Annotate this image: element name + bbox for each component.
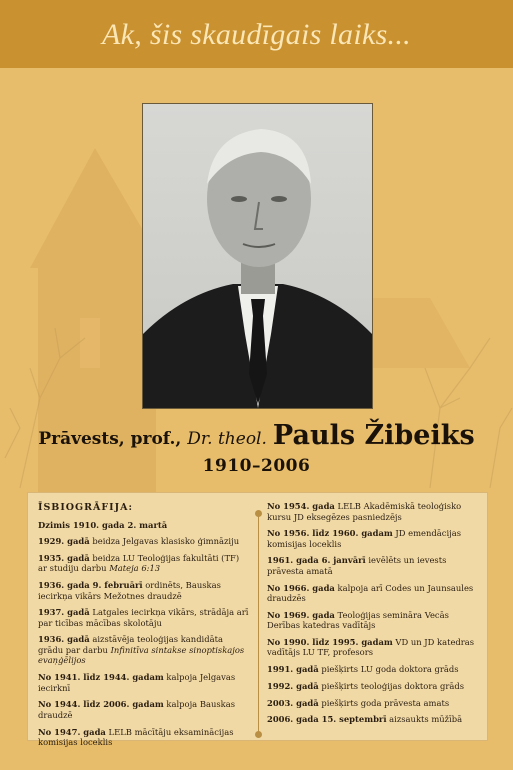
title-prefix — [38, 429, 267, 449]
bio-entry-text: beidza Jelgavas klasisko ģimnāziju — [89, 536, 240, 547]
divider-dot-top — [255, 510, 262, 517]
bio-entry — [267, 555, 479, 576]
life-years: 1910–2006 — [202, 456, 311, 476]
bio-entry — [38, 536, 250, 547]
bio-entry-date: 1936. gadā — [38, 634, 90, 645]
bio-entry — [267, 637, 479, 658]
bio-entry-date: No 1969. gada — [267, 609, 335, 620]
bio-entry-text: aizsaukts mūžībā — [386, 714, 463, 725]
bio-entry-text: kalpoja arī Codes un Jaunsaules draudzēs — [267, 582, 474, 604]
bio-entry-date: 2003. gadā — [267, 697, 319, 708]
bio-entry-date: 1937. gadā — [38, 607, 90, 618]
bio-entry — [267, 528, 479, 549]
bio-entry — [38, 580, 250, 601]
biography-left-column — [38, 503, 250, 754]
bio-entry — [267, 698, 479, 709]
bio-entry-date: 1936. gada 9. februārī — [38, 580, 143, 591]
bio-entry — [267, 501, 479, 522]
bio-entry — [38, 553, 250, 574]
bio-entry-text: piešķirts teoloģijas doktora grāds — [318, 680, 464, 691]
bio-entry — [267, 610, 479, 631]
bio-entry-date: No 1990. līdz 1995. gadam — [267, 636, 393, 647]
bio-entry-date: 1935. gadā — [38, 552, 90, 563]
bio-entry — [267, 583, 479, 604]
bio-entry — [38, 520, 250, 531]
bio-entry-text: VD un JD katedras vadītājs LU TF, profesors — [267, 636, 475, 658]
bio-entry-text: JD emendācijas komisijas loceklis — [267, 528, 462, 549]
column-divider — [258, 513, 259, 733]
bio-entry-date: Dzimis 1910. gada 2. martā — [38, 519, 168, 530]
bio-entry — [267, 664, 479, 675]
biography-panel — [27, 492, 488, 747]
bio-entry-work-title: Mateja 6:13 — [109, 563, 161, 574]
bio-entry-text: LELB mācītāju eksaminācijas komisijas loceklis — [38, 726, 234, 747]
bio-entry-date: No 1956. līdz 1960. gadam — [267, 528, 393, 539]
title-theol: Dr. theol. — [187, 429, 267, 449]
biography-heading: ĪSBIOGRĀFIJA: — [38, 502, 133, 513]
right-entry-list — [267, 501, 479, 725]
bio-entry-work-title: Infinitīva sintakse sinoptiskajos evaņģēlijos — [38, 644, 245, 666]
portrait-figure — [143, 104, 372, 408]
bio-entry-date: 1961. gada 6. janvārī — [267, 555, 366, 566]
bio-entry-text: Teoloģijas semināra Vecās Derības katedras vadītājs — [267, 609, 449, 631]
bio-entry-text: kalpoja Bauskas draudzē — [38, 699, 236, 720]
bio-entry-text: LELB Akadēmiskā teoloģisko kursu JD eksegēzes pasniedzējs — [267, 501, 462, 522]
name-title-line — [0, 420, 513, 451]
bio-entry-text: aizstāvēja teoloģijas kandidāta grādu par darbu — [38, 634, 223, 655]
bio-entry-date: No 1944. līdz 2006. gadam — [38, 699, 164, 710]
bio-entry-date: 2006. gada 15. septembrī — [267, 714, 387, 725]
person-name: Pauls Žibeiks — [272, 420, 475, 451]
left-entry-list — [38, 520, 250, 748]
bio-entry-date: No 1954. gada — [267, 501, 335, 511]
bio-entry — [38, 607, 250, 628]
bio-entry-date: 1991. gadā — [267, 664, 319, 675]
bio-entry — [38, 699, 250, 720]
bio-entry-date: 1992. gadā — [267, 680, 319, 691]
biography-right-column — [267, 501, 479, 731]
bio-entry-date: No 1941. līdz 1944. gadam — [38, 672, 164, 683]
divider-dot-bottom — [255, 731, 262, 738]
bio-entry-date: No 1966. gada — [267, 582, 335, 593]
bio-entry — [267, 714, 479, 725]
bio-entry — [38, 634, 250, 666]
bio-entry — [38, 727, 250, 748]
headline: Ak, šis skaudīgais laiks... — [102, 18, 411, 51]
portrait-photo — [142, 103, 373, 409]
bio-entry — [38, 672, 250, 693]
bio-entry-date: No 1947. gada — [38, 726, 106, 737]
bio-entry-text: ordinēts, Bauskas iecirkņa vikārs Mežotnes draudzē — [38, 580, 221, 601]
bio-entry-text: piešķirts LU goda doktora grāds — [318, 664, 459, 675]
bio-entry — [267, 681, 479, 692]
bio-entry-text: kalpoja Jelgavas iecirknī — [38, 672, 236, 693]
bio-entry-date: 1929. gadā — [38, 536, 90, 547]
title-prefix-text: Prāvests, prof., — [38, 429, 188, 449]
bio-entry-text: ievēlēts un ievests prāvesta amatā — [267, 555, 447, 576]
bio-entry-text: piešķirts goda prāvesta amats — [318, 697, 450, 708]
bio-entry-text: beidza LU Teoloģijas fakultāti (TF) ar studiju darbu — [38, 552, 240, 574]
bio-entry-text: Latgales iecirkņa vikārs, strādāja arī par ticības mācības skolotāju — [38, 607, 249, 628]
